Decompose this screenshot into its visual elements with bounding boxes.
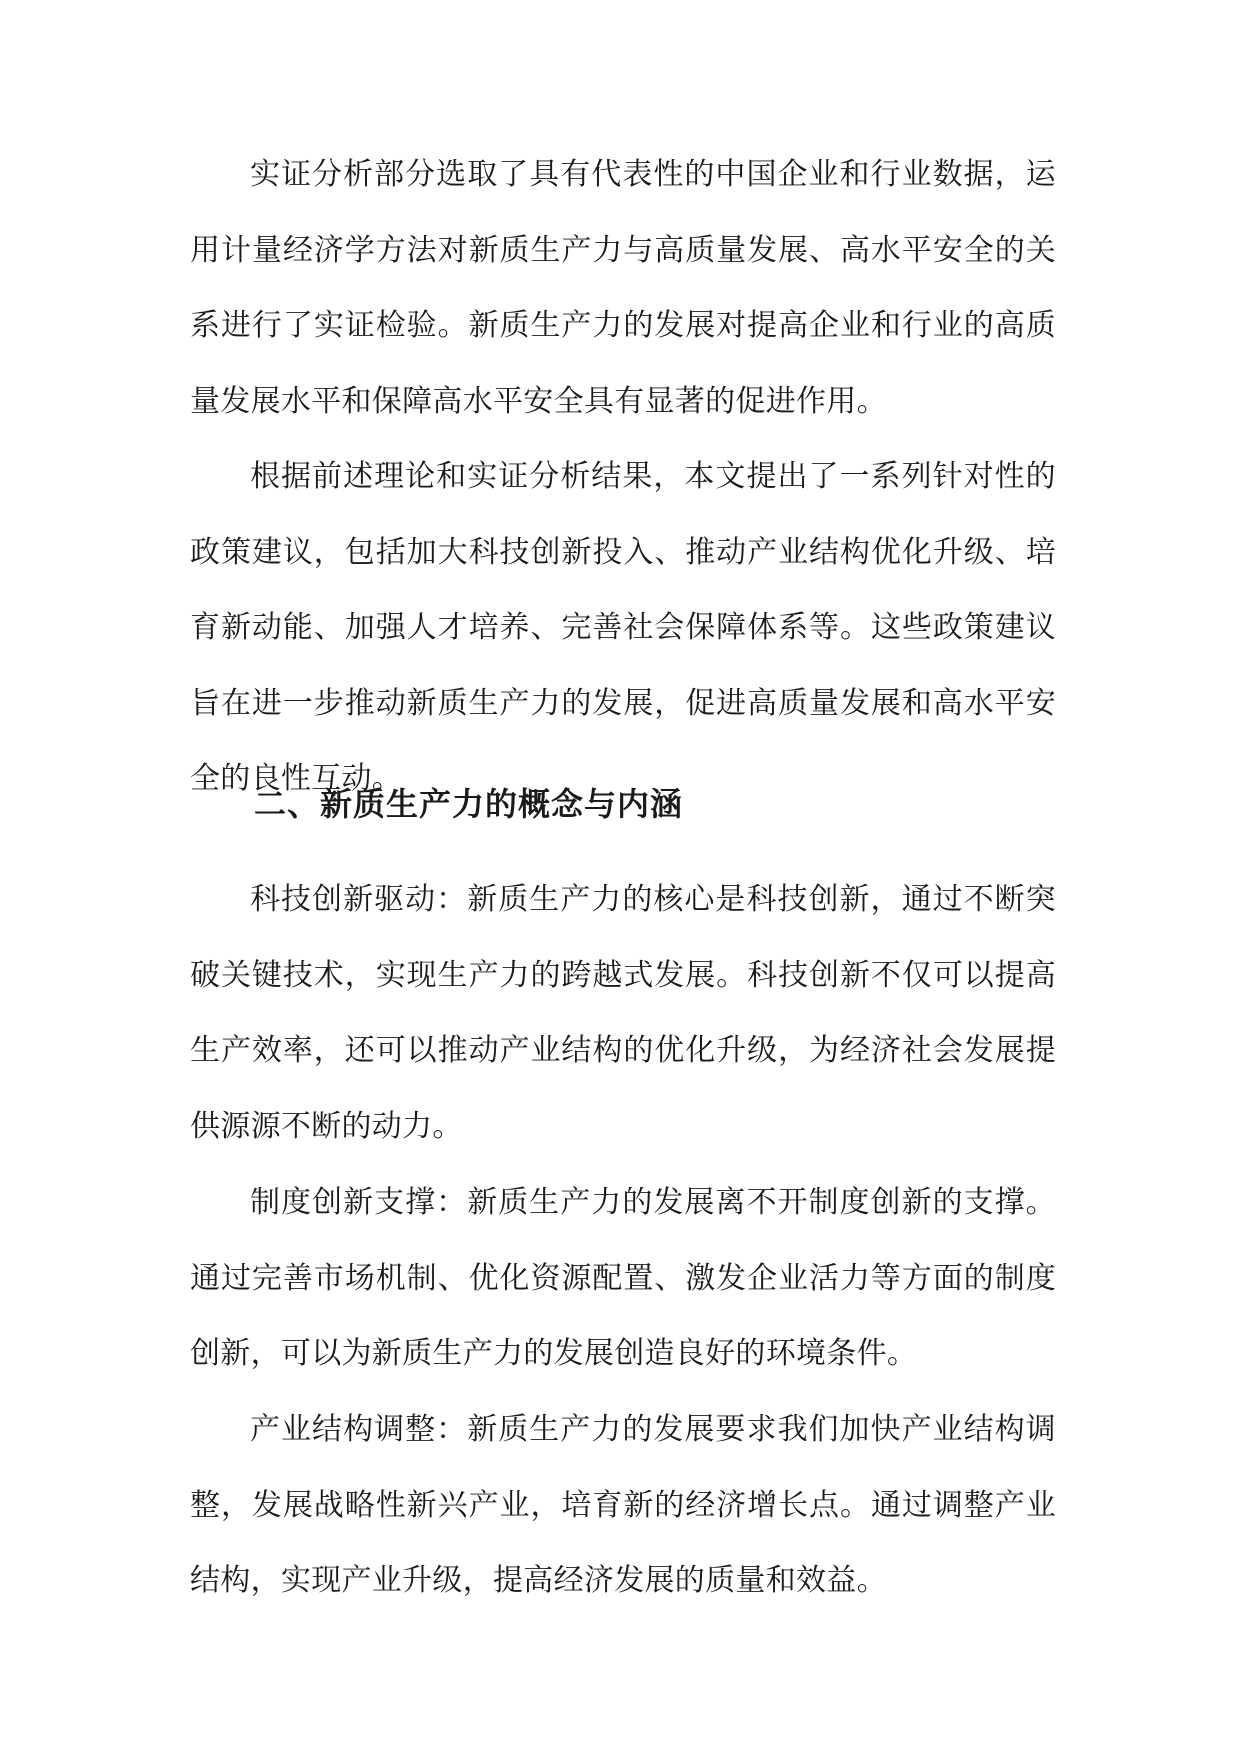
section-heading: 二、新质生产力的概念与内涵 (254, 785, 684, 823)
paragraph-industrial-restructuring: 产业结构调整：新质生产力的发展要求我们加快产业结构调整，发展战略性新兴产业，培育新的经济增长点。通过调整产业结构，实现产业升级，提高经济发展的质量和效益。 (190, 1412, 1056, 1598)
paragraph-institutional-innovation: 制度创新支撑：新质生产力的发展离不开制度创新的支撑。通过完善市场机制、优化资源配置、激发企业活力等方面的制度创新，可以为新质生产力的发展创造良好的环境条件。 (190, 1185, 1056, 1371)
paragraph-empirical-analysis: 实证分析部分选取了具有代表性的中国企业和行业数据，运用计量经济学方法对新质生产力与高质量发展、高水平安全的关系进行了实证检验。新质生产力的发展对提高企业和行业的高质量发展水平和保障高水平安全具有显著的促进作用。 (190, 157, 1056, 419)
paragraph-tech-innovation: 科技创新驱动：新质生产力的核心是科技创新，通过不断突破关键技术，实现生产力的跨越式发展。科技创新不仅可以提高生产效率，还可以推动产业结构的优化升级，为经济社会发展提供源源不断的动力。 (190, 882, 1056, 1144)
paragraph-policy-recommendations: 根据前述理论和实证分析结果，本文提出了一系列针对性的政策建议，包括加大科技创新投入、推动产业结构优化升级、培育新动能、加强人才培养、完善社会保障体系等。这些政策建议旨在进一步推动新质生产力的发展，促进高质量发展和高水平安全的良性互动。 (190, 459, 1056, 796)
